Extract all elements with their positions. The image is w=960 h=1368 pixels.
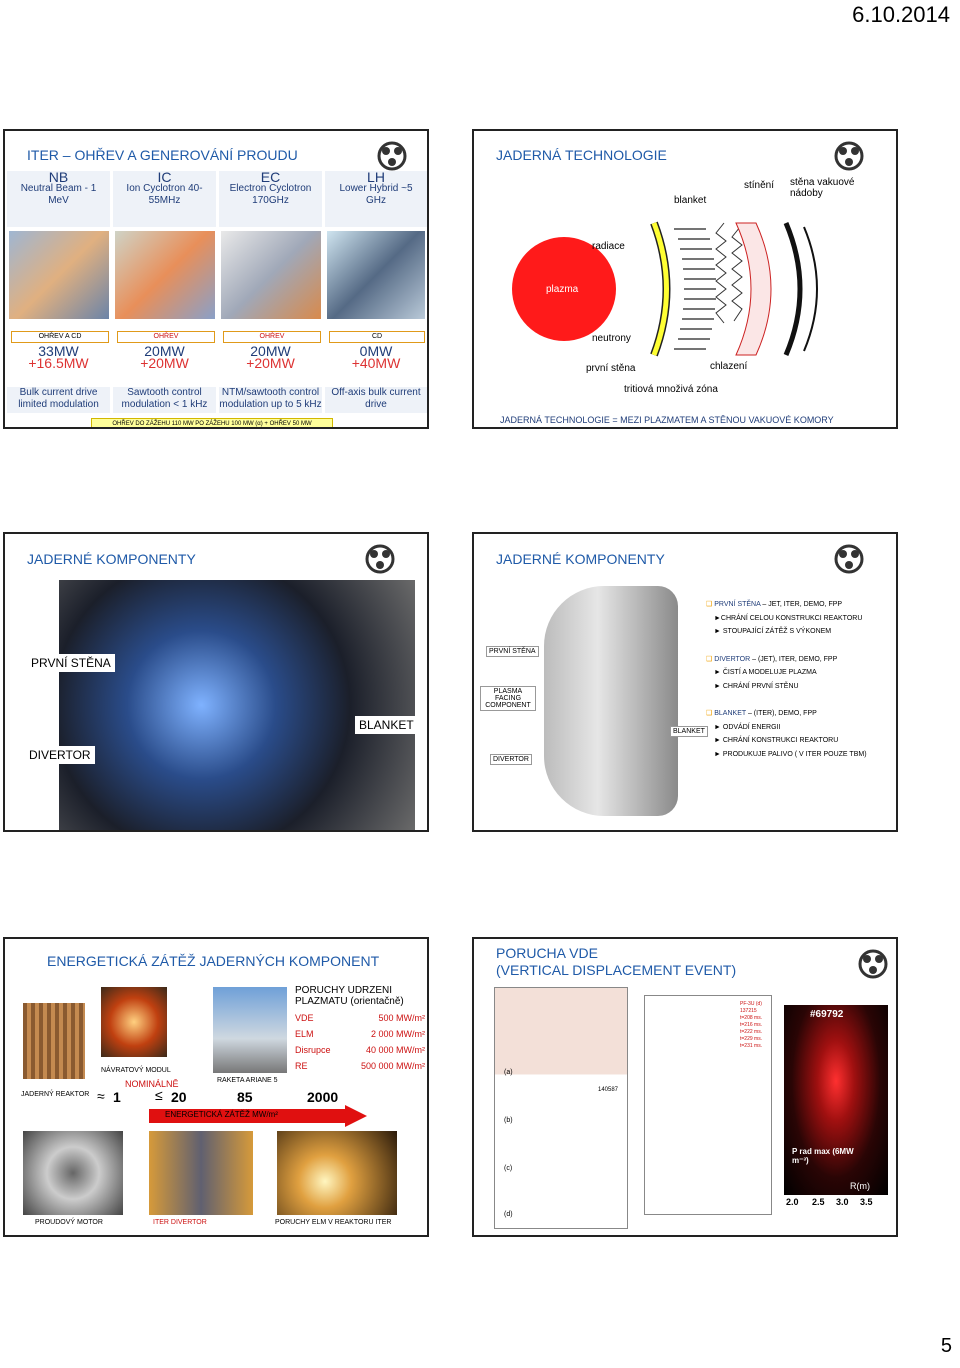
slide-vde bbox=[472, 937, 898, 1237]
lh-antenna-image bbox=[327, 231, 425, 319]
label-blanket: BLANKET bbox=[670, 726, 708, 737]
power-extra: +40MW bbox=[351, 355, 401, 371]
label-prvni-stena: PRVNÍ STĚNA bbox=[486, 646, 539, 657]
col-abbr: IC bbox=[157, 169, 172, 185]
bullet-item: ❑ DIVERTOR – (JET), ITER, DEMO, FPP bbox=[706, 655, 838, 663]
poruchy-value: 500 MW/m² bbox=[378, 1013, 425, 1023]
label-prvni-stena: PRVNÍ STĚNA bbox=[27, 654, 115, 672]
slide-title-line1: PORUCHA VDE bbox=[496, 945, 598, 961]
power-value: 0MW bbox=[359, 343, 393, 359]
col-tag: CD bbox=[329, 331, 425, 343]
col-note: NTM/sawtooth control modulation up to 5 kHz bbox=[219, 387, 322, 413]
r-tick: 2.0 bbox=[786, 1197, 799, 1207]
tokamak-logo-icon bbox=[856, 947, 890, 981]
le-sign-icon: ≤ bbox=[155, 1087, 163, 1103]
bullet-item: ❑ PRVNÍ STĚNA – JET, ITER, DEMO, FPP bbox=[706, 601, 843, 608]
tokamak-logo-icon bbox=[832, 542, 866, 576]
bullet-sub: ► ČISTÍ A MODELUJE PLAZMA bbox=[714, 669, 817, 676]
col-ic-header bbox=[113, 171, 216, 227]
poruchy-name: RE bbox=[295, 1061, 308, 1071]
col-name: Electron Cyclotron 170GHz bbox=[229, 183, 312, 206]
panel-label: (b) bbox=[504, 1117, 513, 1124]
label-neutrony: neutrony bbox=[592, 333, 631, 344]
power-value: 20MW bbox=[250, 343, 291, 359]
poruchy-row bbox=[295, 1045, 425, 1061]
bullet-rest: – (JET), ITER, DEMO, FPP bbox=[750, 655, 838, 663]
power-extra: +20MW bbox=[246, 355, 295, 371]
poruchy-name: ELM bbox=[295, 1029, 314, 1039]
slide-title: JADERNÉ KOMPONENTY bbox=[496, 551, 665, 567]
label-divertor: DIVERTOR bbox=[25, 746, 95, 764]
panel-label: (c) bbox=[504, 1165, 513, 1172]
bullet-sub: ►CHRÁNÍ CELOU KONSTRUKCI REAKTORU bbox=[714, 614, 863, 622]
heating-footer: OHŘEV DO ZÁŽEHU 110 MW PO ZÁŽEHU 100 MW (α) + OHŘEV 50 MW bbox=[91, 418, 333, 429]
iter-divertor-image bbox=[149, 1131, 253, 1215]
jet-engine-image bbox=[23, 1131, 123, 1215]
value-20: 20 bbox=[171, 1089, 187, 1105]
col-abbr: NB bbox=[48, 169, 69, 185]
col-nb-header bbox=[7, 171, 110, 227]
ariane-rocket-image bbox=[213, 987, 287, 1073]
col-tag: OHŘEV bbox=[223, 331, 321, 343]
label-motor: PROUDOVÝ MOTOR bbox=[35, 1219, 103, 1226]
bullet-sub: ► CHRÁNÍ PRVNÍ STĚNU bbox=[714, 682, 799, 690]
label-raketa: RAKETA ARIANE 5 bbox=[217, 1077, 278, 1084]
label-prvni-stena: první stěna bbox=[586, 363, 636, 374]
power-extra: +20MW bbox=[140, 355, 189, 371]
reactor-image bbox=[23, 1003, 85, 1079]
value-2000: 2000 bbox=[307, 1089, 339, 1105]
col-abbr: EC bbox=[260, 169, 281, 185]
col-note: Sawtooth control modulation < 1 kHz bbox=[113, 387, 216, 413]
prad-label: P rad max (6MW m⁻³) bbox=[792, 1147, 854, 1165]
label-blanket: blanket bbox=[674, 195, 707, 206]
arrow-label: ENERGETICKÁ ZÁTĚŽ MW/m² bbox=[165, 1110, 278, 1119]
label-radiace: radiace bbox=[592, 241, 625, 252]
bullet-rest: – JET, ITER, DEMO, FPP bbox=[760, 601, 843, 608]
col-ec-header bbox=[219, 171, 322, 227]
label-nominalne: NOMINÁLNĚ bbox=[125, 1079, 179, 1089]
col-power bbox=[7, 345, 110, 383]
label-chlazeni: chlazení bbox=[710, 361, 748, 372]
nb-injector-image bbox=[9, 231, 109, 319]
label-poruchy-elm: PORUCHY ELM V REAKTORU ITER bbox=[275, 1219, 392, 1226]
col-power bbox=[219, 345, 322, 383]
slide-title-line2: (VERTICAL DISPLACEMENT EVENT) bbox=[496, 962, 737, 978]
label-stineni: stínění bbox=[744, 180, 775, 191]
slide-nuclear-components-list bbox=[472, 532, 898, 832]
col-tag: OHŘEV bbox=[117, 331, 215, 343]
poruchy-value: 40 000 MW/m² bbox=[365, 1045, 425, 1055]
col-abbr: LH bbox=[367, 169, 385, 185]
col-lh-header bbox=[325, 171, 427, 227]
slide-energy-load bbox=[3, 937, 429, 1237]
value-85: 85 bbox=[237, 1089, 253, 1105]
slide-footer: JADERNÁ TECHNOLOGIE = MEZI PLAZMATEM A STĚNOU VAKUOVÉ KOMORY bbox=[500, 415, 834, 425]
r-axis-label: R(m) bbox=[850, 1181, 870, 1191]
poruchy-value: 2 000 MW/m² bbox=[370, 1029, 425, 1039]
power-extra: +16.5MW bbox=[28, 355, 89, 371]
shot-number: #69792 bbox=[810, 1009, 844, 1020]
bullet-sub: ► STOUPAJÍCÍ ZÁTĚŽ S VÝKONEM bbox=[714, 628, 832, 635]
label-stena: stěna vakuové nádoby bbox=[790, 177, 855, 199]
poruchy-title: PORUCHY UDRZENI PLAZMATU (orientačně) bbox=[295, 985, 404, 1007]
panel-label: (a) bbox=[504, 1069, 513, 1076]
ic-antenna-image bbox=[115, 231, 215, 319]
tokamak-logo-icon bbox=[363, 542, 397, 576]
label-tritiova: tritiová množivá zóna bbox=[624, 384, 718, 395]
slide-title: JADERNÁ TECHNOLOGIE bbox=[496, 147, 667, 163]
bullet-item: ❑ BLANKET – (ITER), DEMO, FPP bbox=[706, 710, 817, 717]
r-tick: 3.0 bbox=[836, 1197, 849, 1207]
vessel-section-image bbox=[544, 586, 678, 816]
label-blanket: BLANKET bbox=[355, 716, 418, 734]
label-navratovy: NÁVRATOVÝ MODUL bbox=[101, 1067, 171, 1074]
slide-title: ITER – OHŘEV A GENEROVÁNÍ PROUDU bbox=[27, 147, 298, 163]
poruchy-value: 500 000 MW/m² bbox=[360, 1061, 425, 1071]
slide-nuclear-components-iter bbox=[3, 532, 429, 832]
power-value: 20MW bbox=[144, 343, 185, 359]
poruchy-name: VDE bbox=[295, 1013, 314, 1023]
label-jaderny-reaktor: JADERNÝ REAKTOR bbox=[21, 1091, 90, 1098]
bullet-sub: ► PRODUKUJE PALIVO ( V ITER POUZE TBM) bbox=[714, 750, 867, 758]
bullet-head: DIVERTOR bbox=[714, 655, 751, 663]
value-1: 1 bbox=[113, 1089, 121, 1105]
panel-label: (d) bbox=[504, 1211, 513, 1218]
reentry-module-image bbox=[101, 987, 167, 1057]
col-power bbox=[325, 345, 427, 383]
tokamak-logo-icon bbox=[375, 139, 409, 173]
label-iter-divertor: ITER DIVERTOR bbox=[153, 1219, 207, 1226]
slide-title: JADERNÉ KOMPONENTY bbox=[27, 551, 196, 567]
poruchy-name: Disrupce bbox=[295, 1045, 331, 1055]
col-power bbox=[113, 345, 216, 383]
page-date: 6.10.2014 bbox=[852, 2, 950, 27]
poruchy-table bbox=[295, 985, 425, 1077]
poruchy-row bbox=[295, 1029, 425, 1045]
col-name: Neutral Beam - 1 MeV bbox=[20, 183, 97, 206]
pf-info: PF-3U (d) 137215 t=208 ms. t=216 ms. t=222 ms. t=229 ms. t=231 ms. bbox=[740, 1001, 763, 1049]
bullet-head: PRVNÍ STĚNA bbox=[714, 601, 761, 608]
col-note: Off-axis bulk current drive bbox=[325, 387, 427, 413]
label-plazma: plazma bbox=[546, 284, 579, 295]
power-value: 33MW bbox=[38, 343, 79, 359]
bullet-head: BLANKET bbox=[714, 710, 747, 717]
elm-sparks-image bbox=[277, 1131, 397, 1215]
col-tag: OHŘEV A CD bbox=[11, 331, 109, 343]
slide-nuclear-technology bbox=[472, 129, 898, 429]
vde-timeseries-plot bbox=[494, 987, 628, 1229]
slide-title: ENERGETICKÁ ZÁTĚŽ JADERNÝCH KOMPONENT bbox=[47, 953, 380, 969]
label-pfc: PLASMA FACING COMPONENT bbox=[480, 686, 536, 711]
bullet-sub: ► CHRÁNÍ KONSTRUKCI REAKTORU bbox=[714, 737, 839, 744]
bullet-rest: – (ITER), DEMO, FPP bbox=[746, 710, 817, 717]
poruchy-row bbox=[295, 1061, 425, 1077]
bullet-sub: ► ODVÁDÍ ENERGII bbox=[714, 723, 781, 731]
page-number: 5 bbox=[940, 1335, 952, 1357]
col-note: Bulk current drive limited modulation bbox=[7, 387, 110, 413]
col-name: Ion Cyclotron 40-55MHz bbox=[126, 183, 203, 206]
r-tick: 2.5 bbox=[812, 1197, 825, 1207]
r-tick: 3.5 bbox=[860, 1197, 873, 1207]
ec-launcher-image bbox=[221, 231, 321, 319]
poruchy-row bbox=[295, 1013, 425, 1029]
components-bullets bbox=[706, 598, 896, 761]
label-divertor: DIVERTOR bbox=[490, 754, 532, 765]
prad-contour-plot bbox=[784, 1005, 888, 1195]
shot-number-2: 140587 bbox=[598, 1087, 619, 1093]
approx-sign-icon: ≈ bbox=[97, 1088, 105, 1104]
iter-cutaway-image bbox=[59, 580, 415, 830]
slide-iter-heating bbox=[3, 129, 429, 429]
col-name: Lower Hybrid ~5 GHz bbox=[339, 183, 413, 206]
